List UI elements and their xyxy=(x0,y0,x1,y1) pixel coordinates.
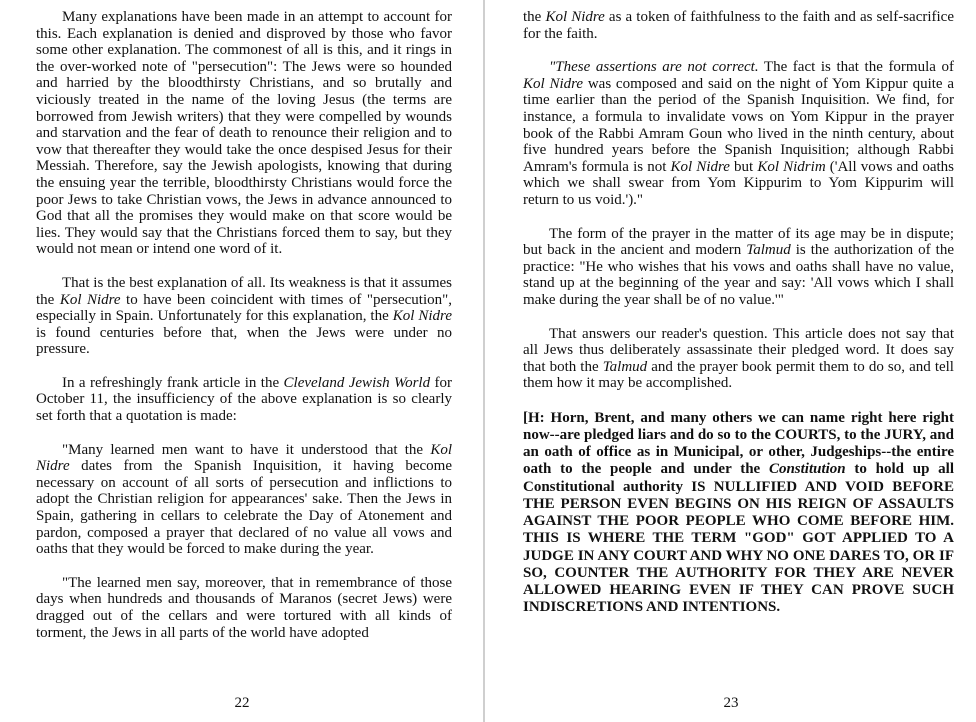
right-page-text-column xyxy=(523,9,954,616)
continued-paragraph: the Kol Nidre as a token of faithfulness to the faith and as self-sacrifice for the faith. xyxy=(523,9,954,42)
editorial-note: [H: Horn, Brent, and many others we can name right here right now--are pledged liars and do so to the COURTS, to the JURY, and an oath of office as in Municipal, or other, Judgeships--the entire oath to the people and under the Constitution to hold up all Constitutional authority IS NULLIFIED AND VOID BEFORE THE PERSON EVEN BEGINS ON HIS REIGN OF ASSAULTS AGAINST THE POOR PEOPLE WHO COME BEFORE HIM. THIS IS WHERE THE TERM "GOD" GOT APPLIED TO A JUDGE IN ANY COURT AND WHY NO ONE DARES TO, OR IF SO, COUNTER THE AUTHORITY FOR THEY ARE NEVER ALLOWED HEARING EVEN IF THEY CAN PROVE SUCH INDISCRETIONS AND INTENTIONS. xyxy=(523,409,954,616)
paragraph: In a refreshingly frank article in the Cleveland Jewish World for October 11, the insufficiency of the above explanation is so clearly set forth that a quotation is made: xyxy=(36,374,452,425)
paragraph: That is the best explanation of all. Its weakness is that it assumes the Kol Nidre to have been coincident with times of "persecution", especially in Spain. Unfortunately for this explanation, the Kol Nidre is found centuries before that, when the Jews were under no pressure. xyxy=(36,274,452,358)
page-number: 22 xyxy=(234,695,250,711)
paragraph: "Many learned men want to have it understood that the Kol Nidre dates from the Spanish Inquisition, it having become necessary on account of all sorts of persecution and inflictions to adopt the Christian religion for appearances' sake. Then the Jews in Spain, gathering in cellars to celebrate the Day of Atonement and pardon, composed a prayer that declared of no value all vows and oaths that they would be forced to make during the year. xyxy=(36,441,452,558)
paragraph: The form of the prayer in the matter of its age may be in dispute; but back in the ancient and modern Talmud is the authorization of the practice: "He who wishes that his vows and oaths shall have no value, stand up at the beginning of the year and say: 'All vows which I shall make during the year shall be of no value.'" xyxy=(523,225,954,308)
page-divider xyxy=(483,0,485,722)
paragraph: That answers our reader's question. This article does not say that all Jews thus deliberately assassinate their pledged word. It does say that both the Talmud and the prayer book permit them to do so, and tell them how it may be accomplished. xyxy=(523,325,954,392)
paragraph: Many explanations have been made in an attempt to account for this. Each explanation is denied and disproved by those who favor some other explanation. The commonest of all is this, and it rings in the over-worked note of "persecution": The Jews were so hounded and harried by the bloodthirsty Christians, and so brutally and viciously treated in the name of the loving Jesus (the terms are borrowed from Jewish writers) that they were compelled by wounds and starvation and the fear of death to renounce their religion and to vow that thereafter they would take the once despised Jesus for their Messiah. Therefore, say the Jewish apologists, knowing that during the ensuing year the terrible, bloodthirsty Christians would force the poor Jews to take Christian vows, the Jews in advance announced to God that all the promises they would make on that score would be lies. They would say that the Christians forced them to say, but they would not mean or intend one word of it. xyxy=(36,9,452,258)
right-page xyxy=(486,0,976,722)
left-page-text-column xyxy=(36,9,452,641)
left-page xyxy=(0,0,484,722)
page-number: 23 xyxy=(723,695,739,711)
paragraph: "These assertions are not correct. The fact is that the formula of Kol Nidre was composed and said on the night of Yom Kippur quite a time earlier than the period of the Spanish Inquisition. We find, for instance, a formula to invalidate vows on Yom Kippur in the prayer book of the Rabbi Amram Goun who lived in the ninth century, about five hundred years before the Spanish Inquisition; although Rabbi Amram's formula is not Kol Nidre but Kol Nidrim ('All vows and oaths which we shall swear from Yom Kippurim to Yom Kippurim will return to us void.')." xyxy=(523,59,955,208)
paragraph: "The learned men say, moreover, that in remembrance of those days when hundreds and thousands of Maranos (secret Jews) were dragged out of the cellars and were tortured with all kinds of torment, the Jews in all parts of the world have adopted xyxy=(36,574,452,641)
